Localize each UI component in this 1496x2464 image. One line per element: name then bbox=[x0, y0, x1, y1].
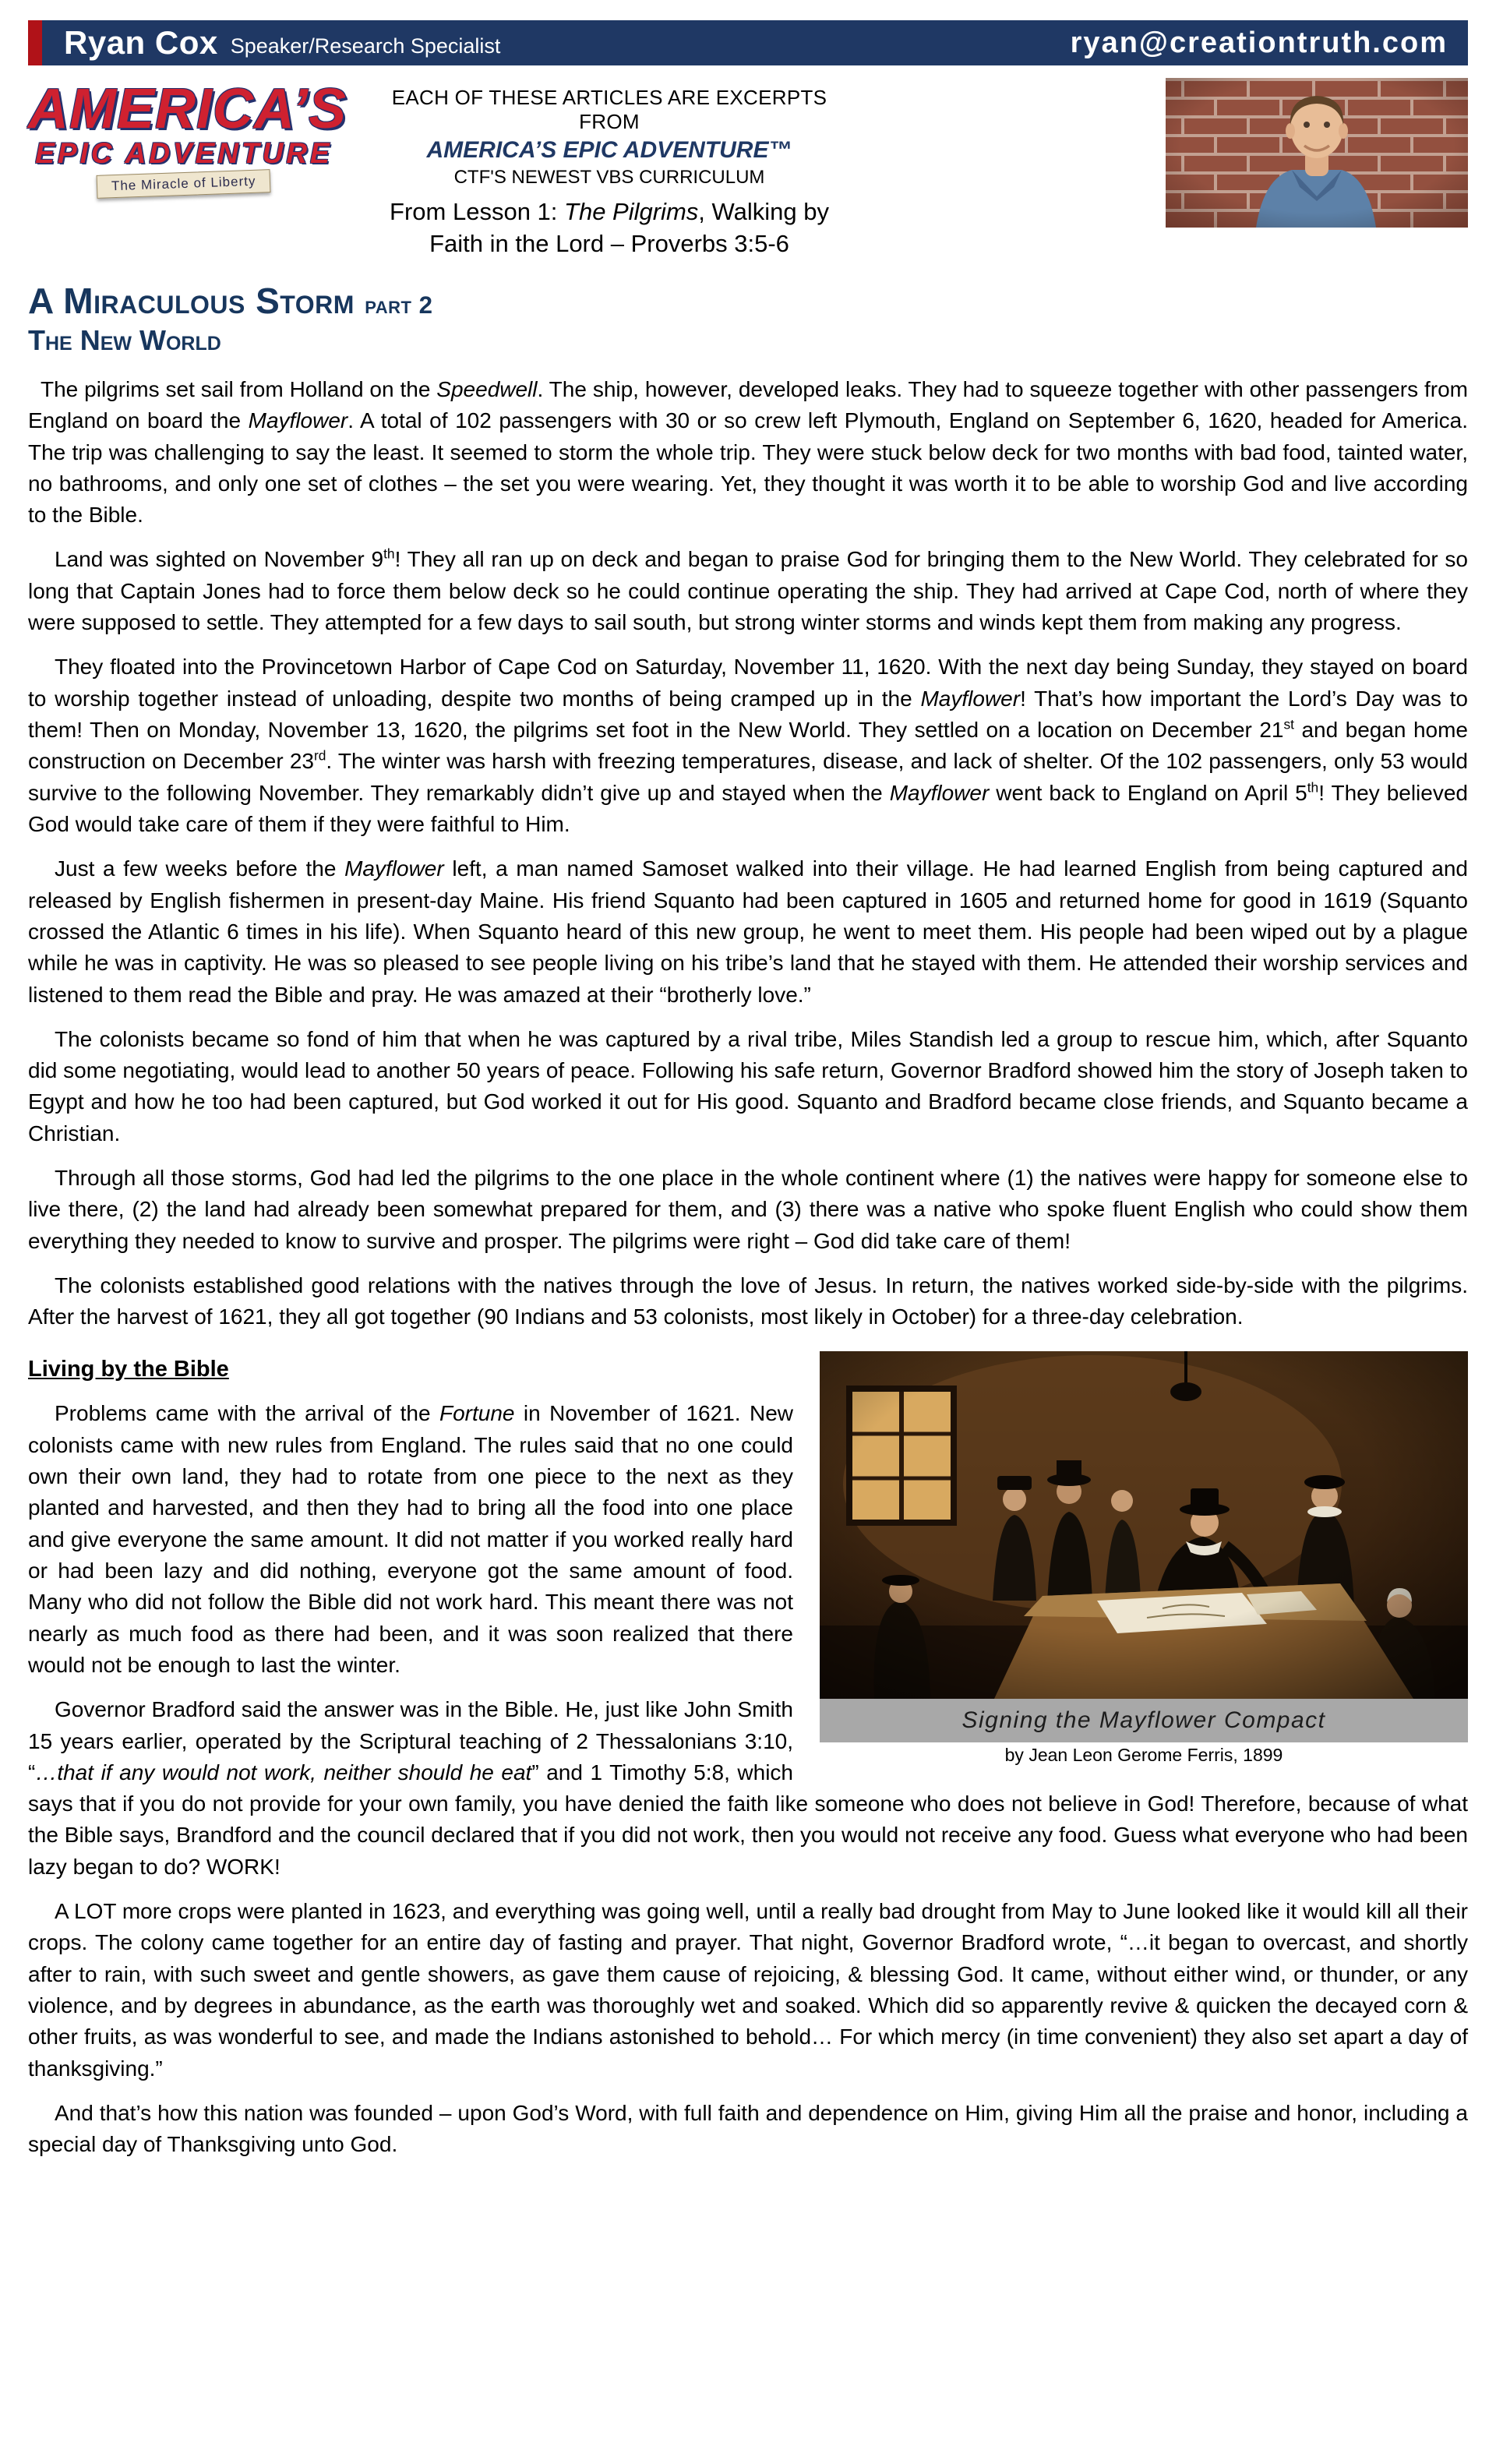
figure-caption-title: Signing the Mayflower Compact bbox=[820, 1699, 1468, 1742]
article-title-text: A Miraculous Storm bbox=[28, 280, 355, 321]
intro-lesson-line: From Lesson 1: The Pilgrims, Walking by Faith in the Lord – Proverbs 3:5-6 bbox=[390, 198, 829, 257]
article-body bbox=[28, 374, 1468, 2161]
article-paragraph-2: Land was sighted on November 9th! They all ran up on deck and began to praise God for bringing them to the New World. They celebrated for so long that Captain Jones had to force them below deck so he could continue operating the ship. They had arrived at Cape Cod, north of where they were supposed to settle. They attempted for a few days to sail south, but strong winter storms and winds kept them from making any progress. bbox=[28, 546, 1468, 635]
author-photo bbox=[1166, 78, 1468, 228]
section-heading-living-by-the-bible: Living by the Bible bbox=[28, 1356, 229, 1382]
figure-caption-credit: by Jean Leon Gerome Ferris, 1899 bbox=[1004, 1744, 1283, 1765]
author-role: Speaker/Research Specialist bbox=[230, 34, 501, 58]
header-bar bbox=[28, 20, 1468, 65]
mayflower-compact-painting bbox=[820, 1351, 1468, 1699]
intro-block bbox=[360, 78, 859, 260]
article-title bbox=[28, 282, 1468, 319]
article-paragraph-7: The colonists established good relations with the natives through the love of Jesus. In return, the natives worked side-by-side with the pilgrims. After the harvest of 1621, they all got together (90 Indians and 53 colonists, most likely in October) for a three-day celebration. bbox=[28, 1273, 1468, 1329]
logo-banner-miracle-of-liberty: The Miracle of Liberty bbox=[97, 169, 271, 199]
article-paragraph-5: The colonists became so fond of him that when he was captured by a rival tribe, Miles Standish led a group to rescue him, which, after Squanto did some negotiating, would lead to another 50 years of peace. Following his safe return, Governor Bradford showed him the story of Joseph taken to Egypt and how he too had been captured, but God worked it out for His good. Squanto and Bradford became close friends, and Squanto became a Christian. bbox=[28, 1026, 1468, 1146]
logo-line-epic-adventure: EPIC ADVENTURE bbox=[35, 137, 333, 169]
article-paragraph-9: Governor Bradford said the answer was in the Bible. He, just like John Smith 15 years earlier, operated by the Scriptural teaching of 2 Thessalonians 3:10, “…that if any would not work, neither should he eat” and 1 Timothy 5:8, which says that if you do not provide for your own family, you have denied the faith like someone who does not believe in God! Therefore, because of what the Bible says, Brandford and the council declared that if you did not work, then you would not receive any food. Guess what everyone who had been lazy began to do? WORK! bbox=[28, 1697, 1468, 1879]
article-subtitle: The New World bbox=[28, 324, 221, 357]
logo-line-americas: AMERICA’S bbox=[28, 78, 348, 140]
header-red-stripe bbox=[28, 20, 42, 65]
author-name: Ryan Cox bbox=[64, 24, 218, 61]
americas-epic-adventure-logo bbox=[28, 78, 348, 196]
intro-curriculum-title: AMERICA’S EPIC ADVENTURE™ bbox=[426, 137, 792, 163]
article-paragraph-1: The pilgrims set sail from Holland on the Speedwell. The ship, however, developed leaks. They had to squeeze together with other passengers from England on board the Mayflower. A total of 102 passengers with 30 or so crew left Plymouth, England on September 6, 1620, headed for America. The trip was challenging to say the least. It seemed to storm the whole trip. They were stuck below deck for two months with bad food, tainted water, no bathrooms, and only one set of clothes – the set you were wearing. Yet, they thought it was worth it to be able to worship God and live according to the Bible. bbox=[28, 376, 1468, 528]
article-paragraph-4: Just a few weeks before the Mayflower left, a man named Samoset walked into their village. He had learned English from being captured and released by English fishermen in present-day Maine. His friend Squanto had been captured in 1605 and returned home for good in 1619 (Squanto crossed the Atlantic 6 times in his life). When Squanto heard of this new group, he went to meet them. His people had been wiped out by a plague while he was in captivity. He was so pleased to see people living on his tribe’s land that he stayed with them. He attended their worship services and listened to them read the Bible and pray. He was amazed at their “brotherly love.” bbox=[28, 856, 1468, 1007]
top-row bbox=[28, 78, 1468, 260]
mayflower-compact-figure bbox=[820, 1351, 1468, 1765]
article-part-label: part 2 bbox=[365, 291, 433, 319]
article-paragraph-3: They floated into the Provincetown Harbor of Cape Cod on Saturday, November 11, 1620. With the next day being Sunday, they stayed on board to worship together instead of unloading, despite two months of being cramped up in the Mayflower! That’s how important the Lord’s Day was to them! Then on Monday, November 13, 1620, the pilgrims set foot in the New World. They settled on a location on December 21st and began home construction on December 23rd. The winter was harsh with freezing temperatures, disease, and lack of shelter. Of the 102 passengers, only 53 would survive to the following November. They remarkably didn’t give up and stayed when the Mayflower went back to England on April 5th! They believed God would take care of them if they were faithful to Him. bbox=[28, 655, 1469, 836]
intro-excerpt-line: EACH OF THESE ARTICLES ARE EXCERPTS FROM bbox=[391, 86, 827, 133]
article-paragraph-6: Through all those storms, God had led the pilgrims to the one place in the whole continent where (1) the natives were happy for someone else to live there, (2) the land had already been somewhat prepared for them, and (3) there was a native who spoke fluent English who could show them everything they needed to know to survive and prosper. The pilgrims were right – God did take care of them! bbox=[28, 1166, 1468, 1253]
article-paragraph-10: A LOT more crops were planted in 1623, and everything was going well, until a really bad drought from May to June looked like it would kill all their crops. The colony came together for an entire day of fasting and prayer. That night, Governor Bradford wrote, “…it began to overcast, and shortly after to rain, with such sweet and gentle showers, as gave them cause of rejoicing, & blessing God. It came, without either wind, or thunder, or any violence, and by degrees in abundance, as the earth was thoroughly wet and soaked. Which did so apparently revive & quicken the decayed corn & other fruits, as was wonderful to see, and made the Indians astonished to behold… For which mercy (in time convenient) they also set apart a day of thanksgiving.” bbox=[28, 1899, 1468, 2081]
author-photo-image bbox=[1166, 78, 1468, 228]
intro-curriculum-subtitle: CTF'S NEWEST VBS CURRICULUM bbox=[453, 167, 765, 188]
author-email[interactable]: ryan@creationtruth.com bbox=[1070, 26, 1448, 59]
article-paragraph-8: Problems came with the arrival of the Fortune in November of 1621. New colonists came with new rules from England. The rules said that no one could own their own land, they had to rotate from one piece to the next as they planted and harvested, and then they had to bring all the food into one place and give everyone the same amount. It did not matter if you worked really hard or had been lazy and did nothing, everyone got the same amount of food. Many who did not follow the Bible did not work hard. This meant there was not nearly as much food as there had been, and it was soon realized that there would not be enough to last the winter. bbox=[28, 1401, 793, 1677]
article-paragraph-11: And that’s how this nation was founded – upon God’s Word, with full faith and dependence on Him, giving Him all the praise and honor, including a special day of Thanksgiving unto God. bbox=[28, 2100, 1468, 2157]
